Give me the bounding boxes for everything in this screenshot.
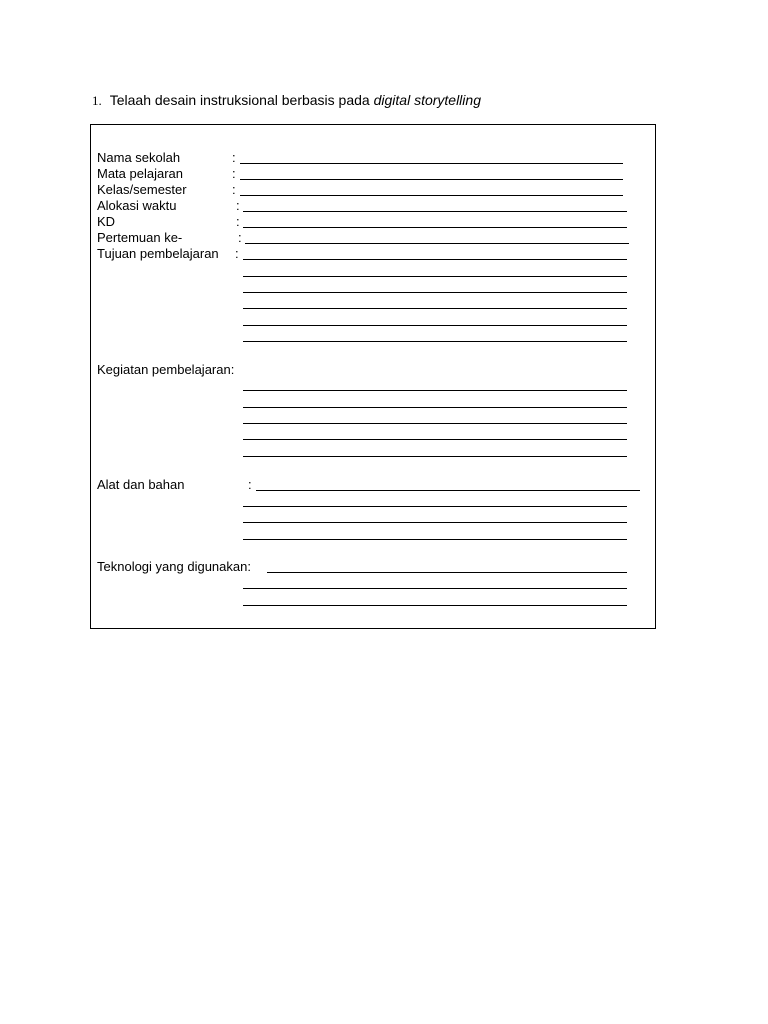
label-mata-pelajaran: Mata pelajaran — [97, 166, 183, 181]
answer-line-kegiatan-1[interactable] — [243, 390, 627, 391]
answer-line-tujuan-2[interactable] — [243, 276, 627, 277]
colon: : — [235, 246, 239, 261]
answer-line-kegiatan-4[interactable] — [243, 439, 627, 440]
label-pertemuan-ke: Pertemuan ke- — [97, 230, 183, 245]
colon: : — [248, 477, 252, 492]
colon: : — [238, 230, 242, 245]
answer-line-alat-1[interactable] — [256, 490, 640, 491]
question-heading — [92, 92, 481, 109]
answer-line-kegiatan-2[interactable] — [243, 407, 627, 408]
answer-line-pertemuan-ke[interactable] — [245, 243, 629, 244]
answer-line-tujuan-3[interactable] — [243, 292, 627, 293]
colon: : — [232, 166, 236, 181]
answer-line-kd[interactable] — [243, 227, 627, 228]
answer-line-alat-3[interactable] — [243, 522, 627, 523]
answer-line-teknologi-1[interactable] — [267, 572, 627, 573]
colon: : — [232, 182, 236, 197]
label-alokasi-waktu: Alokasi waktu — [97, 198, 177, 213]
question-text: Telaah desain instruksional berbasis pada — [109, 92, 370, 108]
answer-line-tujuan-5[interactable] — [243, 325, 627, 326]
answer-line-alat-4[interactable] — [243, 539, 627, 540]
answer-line-nama-sekolah[interactable] — [240, 163, 623, 164]
label-kd: KD — [97, 214, 116, 229]
label-teknologi: Teknologi yang digunakan: — [97, 559, 251, 574]
question-number: 1. — [92, 93, 102, 108]
colon: : — [232, 150, 236, 165]
answer-line-kelas-semester[interactable] — [240, 195, 623, 196]
colon: : — [236, 198, 240, 213]
colon: : — [236, 214, 240, 229]
answer-line-tujuan-4[interactable] — [243, 308, 627, 309]
label-alat-dan-bahan: Alat dan bahan — [97, 477, 185, 492]
answer-line-kegiatan-5[interactable] — [243, 456, 627, 457]
answer-line-mata-pelajaran[interactable] — [240, 179, 623, 180]
answer-line-kegiatan-3[interactable] — [243, 423, 627, 424]
label-tujuan-pembelajaran: Tujuan pembelajaran — [97, 246, 219, 261]
answer-line-teknologi-2[interactable] — [243, 588, 627, 589]
answer-line-tujuan-1[interactable] — [243, 259, 627, 260]
question-emphasis: digital storytelling — [373, 92, 481, 108]
answer-line-alat-2[interactable] — [243, 506, 627, 507]
label-nama-sekolah: Nama sekolah — [97, 150, 181, 165]
answer-line-alokasi-waktu[interactable] — [243, 211, 627, 212]
form-box — [90, 124, 656, 629]
answer-line-tujuan-6[interactable] — [243, 341, 627, 342]
label-kelas-semester: Kelas/semester — [97, 182, 187, 197]
answer-line-teknologi-3[interactable] — [243, 605, 627, 606]
label-kegiatan-pembelajaran: Kegiatan pembelajaran: — [97, 362, 235, 377]
